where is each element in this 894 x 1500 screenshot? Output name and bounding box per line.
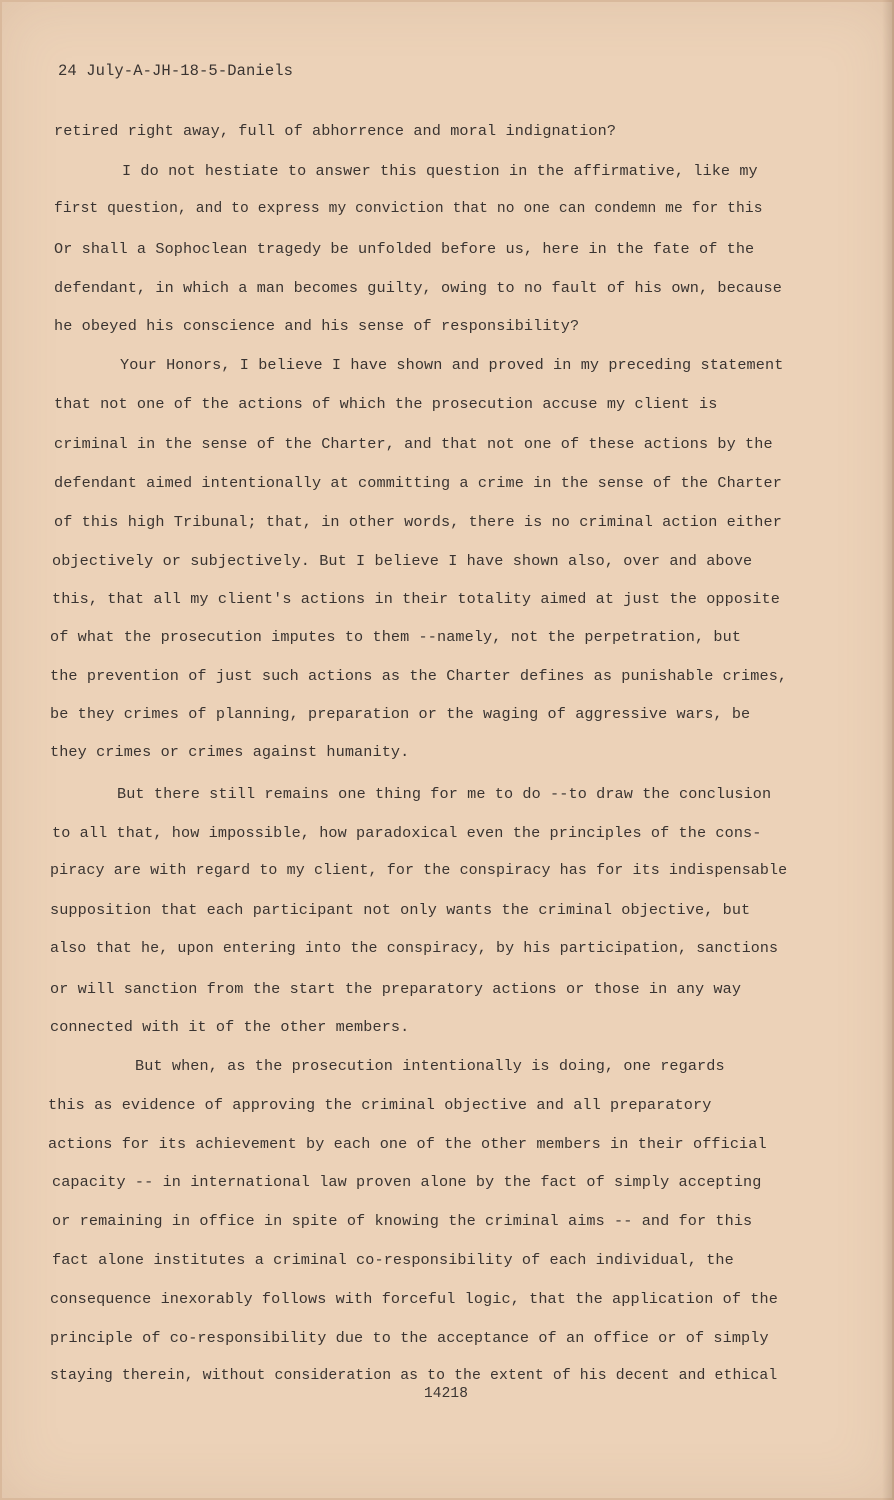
text-line: this as evidence of approving the criminal objective and all preparatory [48,1096,712,1114]
text-line: capacity -- in international law proven alone by the fact of simply accepting [52,1173,762,1191]
text-line: that not one of the actions of which the prosecution accuse my client is [54,395,718,413]
text-line: principle of co-responsibility due to the acceptance of an office or of simply [50,1329,769,1347]
text-line: But there still remains one thing for me to do --to draw the conclusion [117,785,772,803]
text-line: criminal in the sense of the Charter, and that not one of these actions by the [54,435,773,453]
text-line: the prevention of just such actions as the Charter defines as punishable crimes, [50,667,788,685]
text-line: connected with it of the other members. [50,1018,410,1036]
text-line: of what the prosecution imputes to them --namely, not the perpetration, but [50,628,742,646]
text-line: actions for its achievement by each one of the other members in their official [48,1135,767,1153]
page-header: 24 July-A-JH-18-5-Daniels [58,62,294,80]
text-line: he obeyed his conscience and his sense of responsibility? [54,317,580,335]
text-line: objectively or subjectively. But I believe I have shown also, over and above [52,552,753,570]
text-line: also that he, upon entering into the conspiracy, by his participation, sanctions [50,940,779,957]
page-number: 14218 [424,1386,469,1402]
text-line: this, that all my client's actions in their totality aimed at just the opposite [52,590,780,608]
text-line: to all that, how impossible, how paradoxical even the principles of the cons- [52,824,762,842]
text-line: or remaining in office in spite of knowing the criminal aims -- and for this [52,1212,753,1230]
text-line: consequence inexorably follows with forceful logic, that the application of the [50,1290,778,1308]
text-line: fact alone institutes a criminal co-responsibility of each individual, the [52,1251,734,1269]
text-line: supposition that each participant not only wants the criminal objective, but [50,901,751,919]
text-line: of this high Tribunal; that, in other words, there is no criminal action either [54,513,782,531]
text-line: be they crimes of planning, preparation or the waging of aggressive wars, be [50,705,751,723]
text-line: piracy are with regard to my client, for the conspiracy has for its indispensable [50,862,788,879]
text-line: I do not hestiate to answer this question in the affirmative, like my [122,162,758,180]
text-line: defendant, in which a man becomes guilty, owing to no fault of his own, because [54,279,782,297]
text-line: they crimes or crimes against humanity. [50,743,410,761]
text-line: Your Honors, I believe I have shown and proved in my preceding statement [120,356,784,374]
text-line: first question, and to express my conviction that no one can condemn me for this [54,201,763,217]
text-line: But when, as the prosecution intentionally is doing, one regards [135,1057,725,1075]
page-edge-shadow [882,0,894,1500]
text-line: or will sanction from the start the preparatory actions or those in any way [50,980,742,998]
text-line: Or shall a Sophoclean tragedy be unfolded before us, here in the fate of the [54,240,755,258]
text-line: retired right away, full of abhorrence and moral indignation? [54,122,617,140]
text-line: defendant aimed intentionally at committing a crime in the sense of the Charter [54,474,782,492]
text-line: staying therein, without consideration as to the extent of his decent and ethical [50,1368,778,1384]
